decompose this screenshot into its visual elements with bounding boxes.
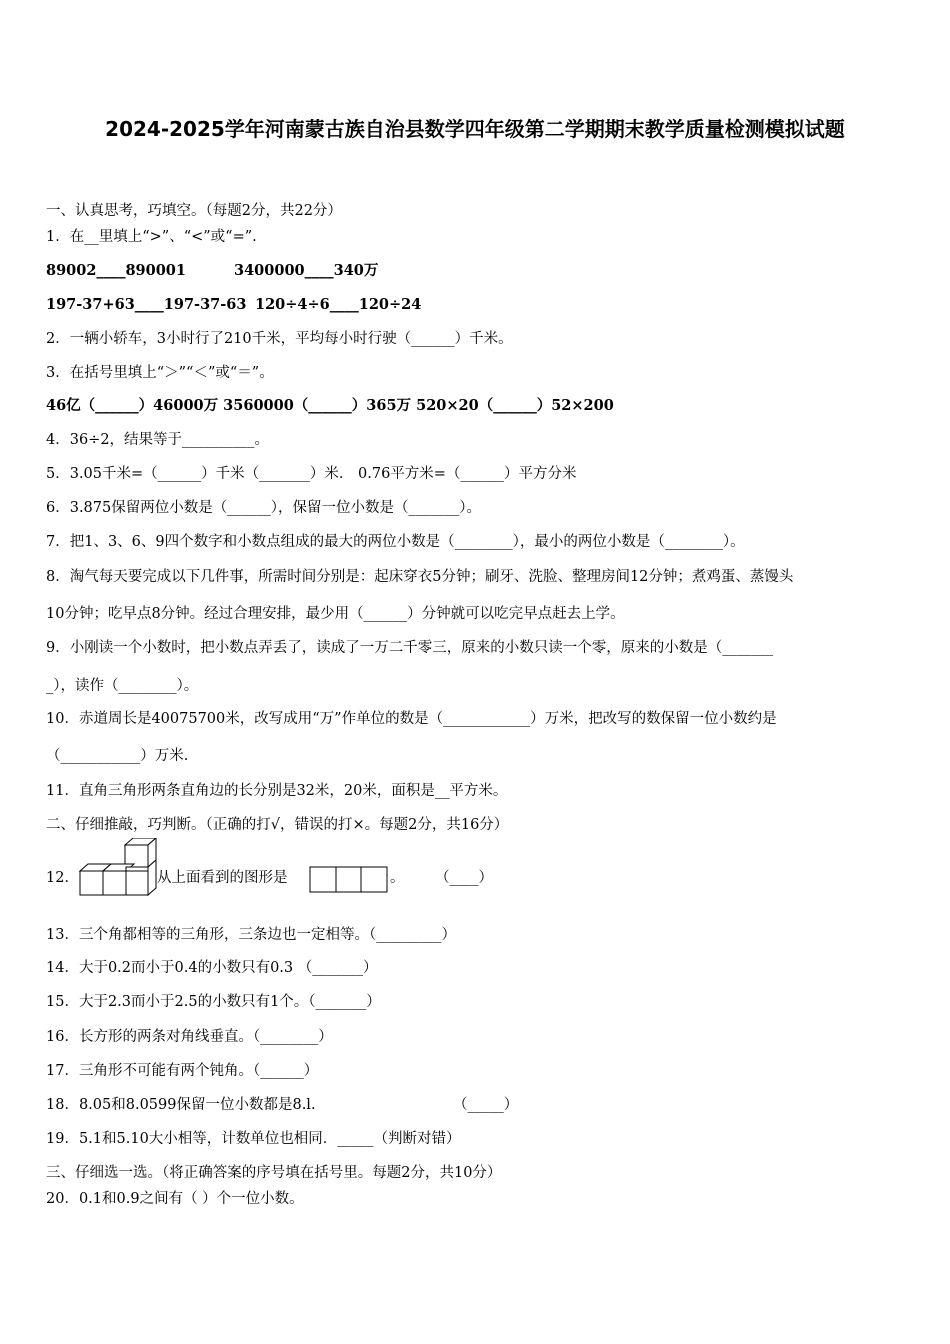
page-title: 2024-2025学年河南蒙古族自治县数学四年级第二学期期末教学质量检测模拟试题	[105, 117, 845, 141]
question-9-line-1: 9．小刚读一个小数时，把小数点弄丢了，读成了一万二千零三，原来的小数只读一个零，原来的小数是（_______	[46, 640, 773, 656]
question-9-line-2: _），读作（________）。	[46, 678, 199, 694]
question-12-text: 从上面看到的图形是	[157, 870, 288, 886]
question-12-answer-blank: （____）	[435, 870, 493, 886]
question-10-line-2: （___________）万米.	[46, 748, 189, 764]
question-1-item-d: 120÷4÷6____120÷24	[255, 296, 422, 313]
question-1: 1．在__里填上“>”、“<”或“=”.	[46, 229, 257, 245]
question-2: 2．一辆小轿车，3小时行了210千米，平均每小时行驶（______）千米。	[46, 331, 513, 347]
question-3-items: 46亿（______）46000万 3560000（______）365万 520×20（______）52×200	[46, 397, 614, 414]
question-3: 3．在括号里填上“＞”“＜”或“＝”。	[46, 365, 274, 381]
question-11: 11．直角三角形两条直角边的长分别是32米，20米，面积是__平方米。	[46, 783, 508, 799]
question-16: 16．长方形的两条对角线垂直。（________）	[46, 1029, 333, 1045]
question-6: 6．3.875保留两位小数是（______），保留一位小数是（_______）。	[46, 500, 481, 516]
question-18-answer-blank: （_____）	[453, 1097, 519, 1113]
question-1-item-a: 89002____890001	[46, 262, 186, 279]
section-2-heading: 二、仔细推敲，巧判断。（正确的打√，错误的打×。每题2分，共16分）	[46, 817, 509, 833]
question-17: 17．三角形不可能有两个钝角。（______）	[46, 1063, 319, 1079]
question-4: 4．36÷2，结果等于__________。	[46, 432, 270, 448]
question-1-item-c: 197-37+63____197-37-63	[46, 296, 247, 313]
question-8-line-1: 8．淘气每天要完成以下几件事，所需时间分别是：起床穿衣5分钟；刷牙、洗脸、整理房间12分钟；煮鸡蛋、蒸馒头	[46, 569, 794, 585]
question-13: 13．三个角都相等的三角形，三条边也一定相等。（_________）	[46, 927, 456, 943]
question-18: 18．8.05和8.0599保留一位小数都是8.l.	[46, 1097, 316, 1113]
question-1-item-b: 3400000____340万	[234, 262, 379, 279]
question-7: 7．把1、3、6、9四个数字和小数点组成的最大的两位小数是（________），最小的两位小数是（________）。	[46, 534, 745, 550]
question-15: 15．大于2.3而小于2.5的小数只有1个。（_______）	[46, 994, 381, 1010]
question-12-period: 。	[390, 870, 405, 886]
question-12-number: 12．	[46, 870, 79, 886]
question-10-line-1: 10．赤道周长是40075700米，改写成用“万”作单位的数是（____________）万米，把改写的数保留一位小数约是	[46, 711, 777, 727]
question-19: 19．5.1和5.10大小相等，计数单位也相同．_____（判断对错）	[46, 1131, 461, 1147]
section-3-heading: 三、仔细选一选。（将正确答案的序号填在括号里。每题2分，共10分）	[46, 1165, 502, 1181]
top-view-figure	[309, 866, 389, 894]
question-20: 20．0.1和0.9之间有（ ）个一位小数。	[46, 1191, 304, 1207]
question-8-line-2: 10分钟；吃早点8分钟。经过合理安排，最少用（______）分钟就可以吃完早点赶去上学。	[46, 606, 625, 622]
cube-stack-figure	[78, 838, 158, 896]
question-14: 14．大于0.2而小于0.4的小数只有0.3 （_______）	[46, 960, 378, 976]
question-5: 5．3.05千米=（______）千米（_______）米． 0.76平方米=（______）平方分米	[46, 466, 577, 482]
section-1-heading: 一、认真思考，巧填空。（每题2分，共22分）	[46, 203, 342, 219]
